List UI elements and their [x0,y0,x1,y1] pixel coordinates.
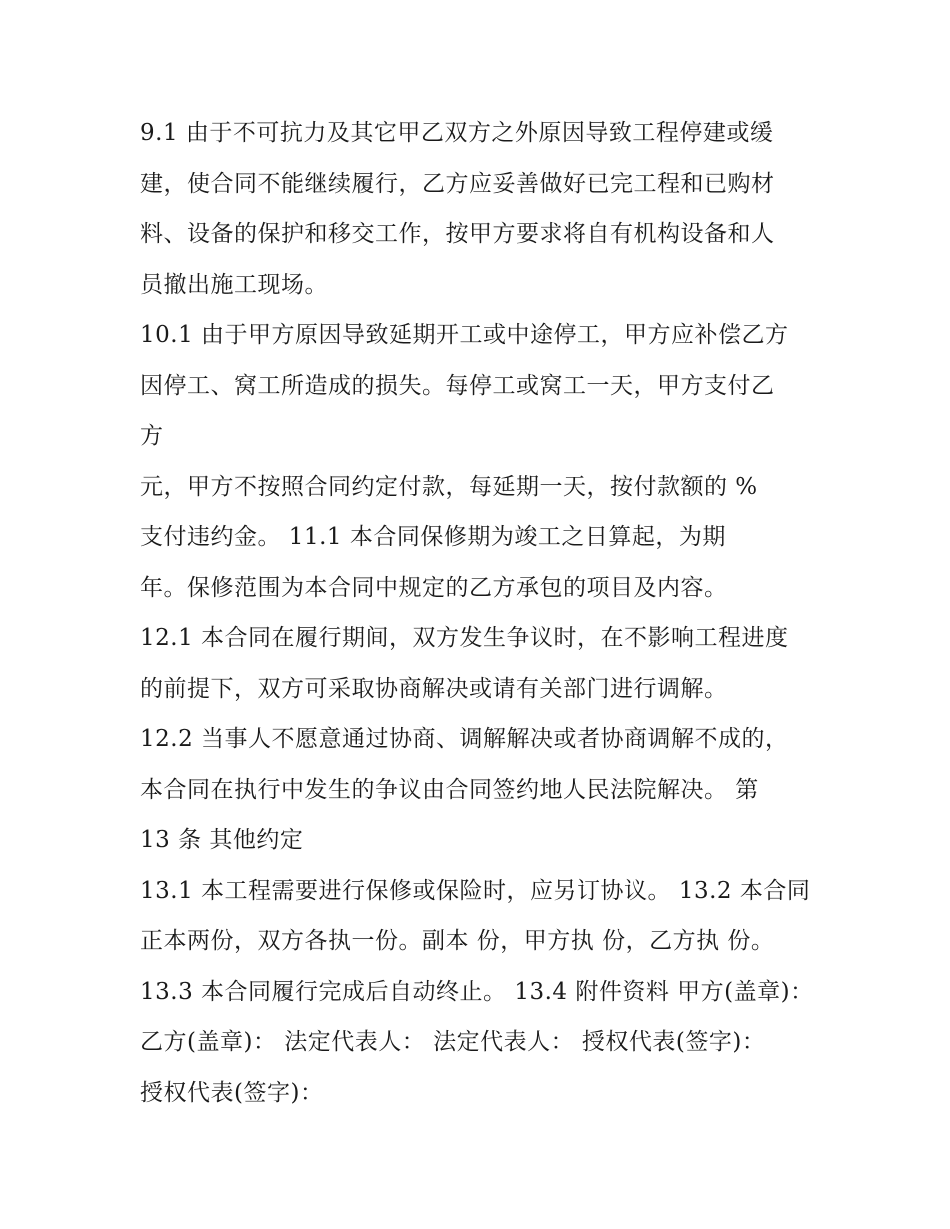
text-line-18: 13.3 本合同履行完成后自动终止。 13.4 附件资料 甲方(盖章)： [140,978,814,1005]
text-line-3: 料、设备的保护和移交工作，按甲方要求将自有机构设备和人 [140,221,775,247]
text-line-12: 的前提下，双方可采取协商解决或请有关部门进行调解。 [140,675,728,702]
text-line-15: 13 条 其他约定 [140,827,304,853]
text-line-20: 授权代表(签字)： [140,1079,324,1106]
text-line-6: 因停工、窝工所造成的损失。每停工或窝工一天，甲方支付乙 [140,372,775,399]
text-line-4: 员撤出施工现场。 [140,271,328,298]
text-line-16: 13.1 本工程需要进行保修或保险时，应另订协议。 13.2 本合同 [140,877,811,904]
text-line-14: 本合同在执行中发生的争议由合同签约地人民法院解决。 第 [140,776,759,803]
text-line-9: 支付违约金。 11.1 本合同保修期为竣工之日算起，为期 [140,524,726,550]
text-line-11: 12.1 本合同在履行期间，双方发生争议时，在不影响工程进度 [140,625,789,651]
contract-text [140,108,830,1118]
text-line-5: 10.1 由于甲方原因导致延期开工或中途停工，甲方应补偿乙方 [140,322,789,348]
text-line-10: 年。保修范围为本合同中规定的乙方承包的项目及内容。 [140,574,728,601]
text-line-8: 元，甲方不按照合同约定付款，每延期一天，按付款额的 % [140,473,758,500]
text-line-13: 12.2 当事人不愿意通过协商、调解解决或者协商调解不成的， [140,726,789,752]
text-line-19: 乙方(盖章)： 法定代表人： 法定代表人： 授权代表(签字)： [140,1029,766,1055]
text-line-2: 建，使合同不能继续履行，乙方应妥善做好已完工程和已购材 [140,170,775,197]
text-line-17: 正本两份，双方各执一份。副本 份，甲方执 份，乙方执 份。 [140,928,775,954]
text-line-1: 9.1 由于不可抗力及其它甲乙双方之外原因导致工程停建或缓 [140,120,774,146]
text-line-7: 方 [140,423,164,449]
